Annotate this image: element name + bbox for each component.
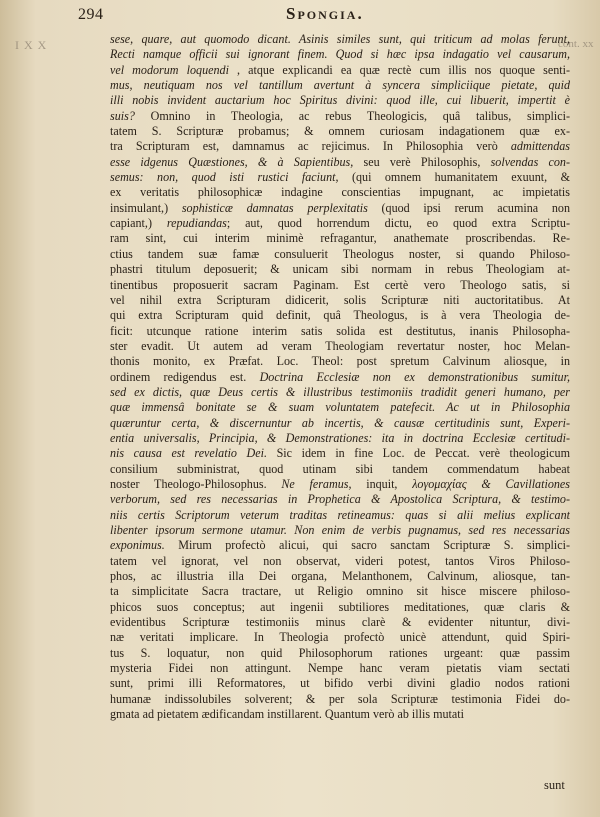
text-line: ctius tandem suæ famæ consuluerit Theologus noster, si quando Philoso-	[110, 246, 570, 261]
text-line: ster evadit. Ut autem ad veram Theologiam revertatur noster, hoc Melan-	[110, 338, 570, 353]
text-line: vel modorum loquendi , atque explicandi ea quæ rectè cum illis nos quoque senti-	[110, 62, 570, 77]
text-line: entia universalis, Principia, & Demonstrationes: ita in doctrina Ecclesiæ certitudi-	[110, 430, 570, 445]
text-line: næ veritati implicare. In Theologia profectò unicè attendunt, quid Spiri-	[110, 630, 570, 645]
text-line: illi nobis invident auctarium hoc Spiritus divini: quod ille, cui libuerit, impertit è	[110, 93, 570, 108]
text-line: ex veritatis philosophicæ indagine conscientias impugnant, ac impietatis	[110, 185, 570, 200]
text-line: ta simplicitate Sacra tractare, ut Religio omnino sit hisce miscere philoso-	[110, 584, 570, 599]
text-line: tinentibus proposuerit sacram Paginam. Est certè vero Theologo satis, si	[110, 277, 570, 292]
text-line: tra Scripturam est, damnamus ac rejicimus. In Philosophia verò admittendas	[110, 139, 570, 154]
text-line: qui extra Scripturam quid definit, quâ Theologus, is à vera Theologia de-	[110, 308, 570, 323]
text-line: phos, ac illustria illa Dei organa, Melanthonem, Calvinum, aliosque, tan-	[110, 569, 570, 584]
text-line: phicos suos conceptus; aut ingenii subtiliores meditationes, quæ claris &	[110, 599, 570, 614]
text-line: thonis monito, ex Præfat. Loc. Theol: post spretum Calvinum aliosque, in	[110, 354, 570, 369]
text-line: quæ immensâ bonitate se & suam voluntatem patefecit. Ac ut in Philosophia	[110, 400, 570, 415]
text-line: consilium subministrat, quod utinam sibi tandem commendatum habeat	[110, 461, 570, 476]
page-header	[0, 0, 600, 30]
text-line: mus, neutiquam nos vel tantillum avertunt à syncera simpliciique pietate, quid	[110, 78, 570, 93]
text-line: capiant,) repudiandas; aut, quod horrendum dictu, eo quod extra Scriptu-	[110, 216, 570, 231]
text-line: nis causa est revelatio Dei. Sic idem in fine Loc. de Peccat. verè theologicum	[110, 446, 570, 461]
text-line: insimulant,) sophisticæ damnatas perplexitatis (quod ipsi rerum acumina non	[110, 200, 570, 215]
margin-note-right: cont. xx	[558, 38, 594, 50]
text-line: libenter ipsorum sermone utamur. Non enim de verbis pugnamus, sed res necessarias	[110, 523, 570, 537]
text-line: ficit: utcunque ratione interim satis solida est destitutus, inanis Philosopha-	[110, 323, 570, 338]
text-line: quæruntur certa, & discernuntur ab incertis, & causæ certitudinis sunt, Experi-	[110, 415, 570, 430]
text-line: phastri titulum deposuerit; & unicam sibi normam in rebus Theologiam at-	[110, 262, 570, 277]
text-line: noster Theologo-Philosophus. Ne feramus, inquit, λογομαχίας & Cavillationes	[110, 476, 570, 491]
text-line: gmata ad pietatem ædificandam instillarent. Quantum verò ab illis mutati	[110, 707, 464, 722]
text-line: tatem vel ignorat, vel non observat, videri potest, tantos Viros Philoso-	[110, 553, 570, 568]
text-line: niis certis Scriptorum veterum traditas retineamus: quas si alii melius explicant	[110, 507, 570, 522]
text-line: ram sint, cui interim minimè refragantur, anathemate proscribendas. Re-	[110, 231, 570, 246]
text-line: sese, quare, aut quomodo dicant. Asinis similes sunt, qui triticum ad molas ferunt,	[110, 32, 570, 46]
text-line: evidentibus Scripturæ testimoniis minus clarè & evidenter nituntur, divi-	[110, 615, 570, 630]
text-line: tus S. loquatur, non quid Philosophorum rationes urgeant: quæ passim	[110, 645, 570, 660]
page-number: 294	[78, 6, 104, 23]
text-line: humanæ indissolubiles solverent; & per sola Scripturæ testimonia Fidei do-	[110, 691, 570, 706]
body-text	[110, 32, 570, 722]
margin-note-left: I X X	[15, 38, 48, 52]
text-line: verborum, sed res necessarias in Prophetica & Apostolica Scriptura, & testimo-	[110, 492, 570, 507]
catchword: sunt	[544, 778, 565, 792]
text-line: suis? Omnino in Theologia, ac rebus Theologicis, quâ talibus, simplici-	[110, 108, 570, 123]
running-head: Spongia.	[286, 4, 364, 23]
text-line: vel nihil extra Scripturam didicerit, solis Scripturæ niti auctoritatibus. At	[110, 292, 570, 307]
text-line: sed ex dictis, quæ Deus certis & illustribus testimoniis tradidit generi humano, per	[110, 384, 570, 399]
text-line: sunt, primi illi Reformatores, ut bifido verbi divini gladio nodos rationi	[110, 676, 570, 691]
text-line: ordinem redigendus est. Doctrina Ecclesiæ non ex demonstrationibus sumitur,	[110, 369, 570, 384]
text-line: esse idgenus Quæstiones, & à Sapientibus, seu verè Philosophis, solvendas con-	[110, 154, 570, 169]
text-line: Recti namque officii sui ignorant finem. Quod si hæc ipsa indagatio vel causarum,	[110, 47, 570, 62]
text-line: mysteria Fidei non attingunt. Nempe hanc veram pietatis viam sectati	[110, 661, 570, 676]
text-line: semus: non, quod isti rustici faciunt, (qui omnem humanitatem exuunt, &	[110, 170, 570, 185]
text-line: exponimus. Mirum profectò alicui, qui sacro sanctam Scripturæ S. simplici-	[110, 538, 570, 553]
text-line: tatem S. Scripturæ probamus; & omnem curiosam indagationem quæ ex-	[110, 124, 570, 139]
